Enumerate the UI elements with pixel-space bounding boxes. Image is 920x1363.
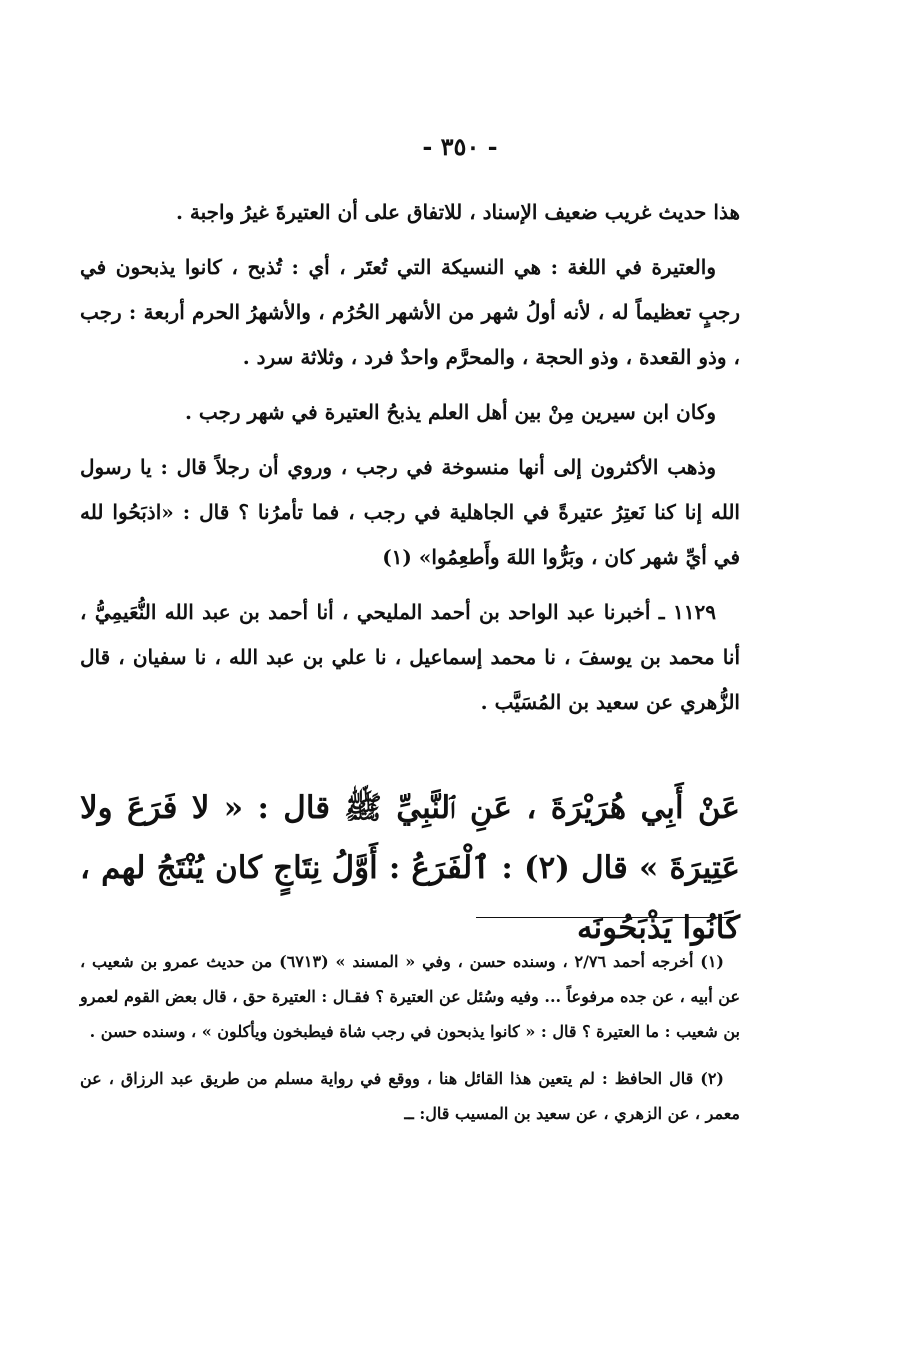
footnote: (٢) قال الحافظ : لم يتعين هذا القائل هنا ، ووقع في رواية مسلم من طريق عبد الرزاق ، عن معمر ، عن الزهري ، عن سعيد بن المسيب قال: ــ [80,1069,740,1123]
paragraph: والعتيرة في اللغة : هي النسيكة التي تُعتَر ، أي : تُذبح ، كانوا يذبحون في رجبٍ تعظيماً له ، لأنه أولُ شهر من الأشهر الحُرُم ، والأشهرُ الحرم أربعة : رجب ، وذو القعدة ، وذو الحجة ، والمحرَّم واحدٌ فرد ، وثلاثة سرد . [80,255,740,369]
paragraph: وكان ابن سيرين مِنْ بين أهل العلم يذبحُ العتيرة في شهر رجب . [184,400,716,424]
main-text [80,190,740,735]
footnote-divider [476,917,740,918]
hadith-text [80,778,740,958]
paragraph: ١١٢٩ ـ أخبرنا عبد الواحد بن أحمد المليحي ، أنا أحمد بن عبد الله النُّعَيمِيُّ ، أنا محمد بن يوسفَ ، نا محمد إسماعيل ، نا علي بن عبد الله ، نا سفيان ، قال الزُّهري عن سعيد بن المُسَيَّب . [80,600,740,714]
footnote: (١) أخرجه أحمد ٢/٧٦ ، وسنده حسن ، وفي « المسند » (٦٧١٣) من حديث عمرو بن شعيب ، عن أبيه ، عن جده مرفوعاً ... وفيه وسُئل عن العتيرة ؟ فقـال : العتيرة حق ، قال بعض القوم لعمرو بن شعيب : ما العتيرة ؟ قال : « كانوا يذبحون في رجب شاة فيطبخون ويأكلون » ، وسنده حسن . [80,952,740,1041]
hadith-paragraph: عَنْ أَبِي هُرَيْرَةَ ، عَنِ ٱلنَّبِيِّ ﷺ قال : « لا فَرَعَ ولا عَتِيرَةَ » قال (٢) : ٱلْفَرَعُ : أَوَّلُ نِتَاجٍ كان يُنْتَجُ لهم ، كَانُوا يَذْبَحُونَه [80,790,740,946]
paragraph: هذا حديث غريب ضعيف الإسناد ، للاتفاق على أن العتيرةَ غيرُ واجبة . [175,200,740,224]
paragraph: وذهب الأكثرون إلى أنها منسوخة في رجب ، وروي أن رجلاً قال : يا رسول الله إنا كنا نَعتِرُ عتيرةً في الجاهلية في رجب ، فما تأمرُنا ؟ قال : «اذبَحُوا لله في أيِّ شهر كان ، وبَرُّوا اللهَ وأَطعِمُوا» (١) [80,455,740,569]
page-number: - ٣٥٠ - [422,132,498,161]
footnotes [80,944,740,1143]
